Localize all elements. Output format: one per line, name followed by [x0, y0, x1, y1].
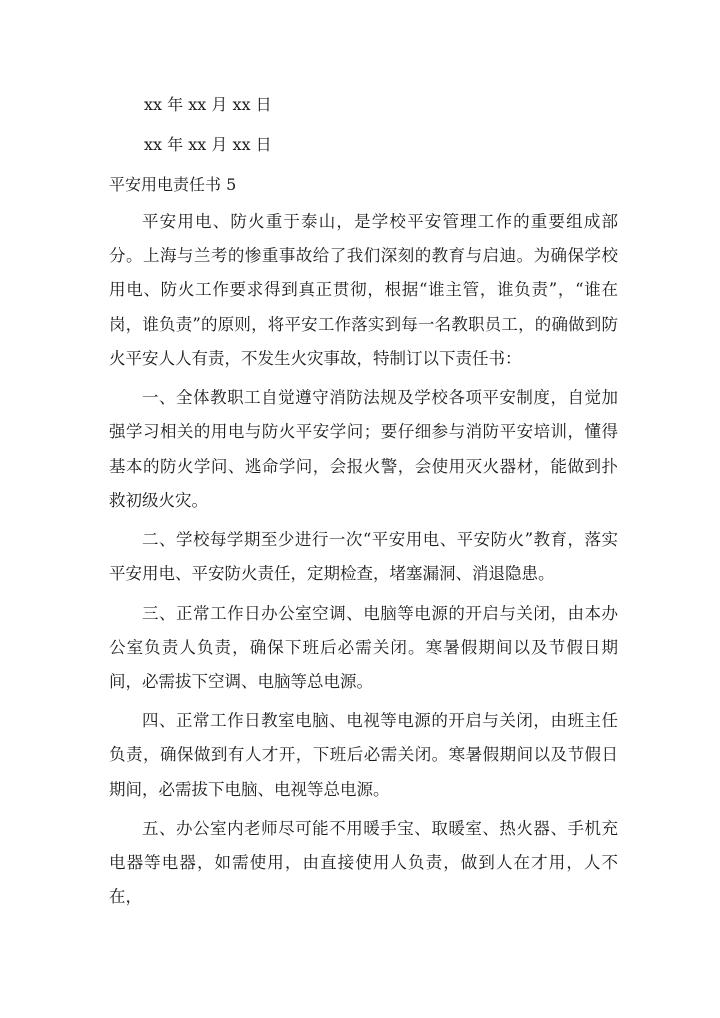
signature-date-1: xx 年 xx 月 xx 日 [144, 95, 272, 114]
paragraph-item-2: 二、学校每学期至少进行一次“平安用电、平安防火”教育，落实平安用电、平安防火责任，定期检查，堵塞漏洞、消退隐患。 [109, 530, 618, 584]
document-title: 平安用电责任书 5 [109, 175, 237, 194]
document-body [109, 205, 618, 920]
paragraph-intro: 平安用电、防火重于泰山，是学校平安管理工作的重要组成部分。上海与兰考的惨重事故给了我们深刻的教育与启迪。为确保学校用电、防火工作要求得到真正贯彻，根据“谁主管，谁负责”，“谁在岗，谁负责”的原则，将平安工作落实到每一名教职员工，的确做到防火平安人人有责，不发生火灾事故，特制订以下责任书： [109, 212, 618, 368]
paragraph-item-3: 三、正常工作日办公室空调、电脑等电源的开启与关闭，由本办公室负责人负责，确保下班后必需关闭。寒暑假期间以及节假日期间，必需拔下空调、电脑等总电源。 [109, 603, 618, 691]
signature-date-2: xx 年 xx 月 xx 日 [144, 135, 272, 154]
paragraph-item-1: 一、全体教职工自觉遵守消防法规及学校各项平安制度，自觉加强学习相关的用电与防火平安学问；要仔细参与消防平安培训，懂得基本的防火学问、逃命学问，会报火警，会使用灭火器材，能做到扑救初级火灾。 [109, 388, 618, 510]
paragraph-item-5: 五、办公室内老师尽可能不用暖手宝、取暖室、热火器、手机充电器等电器，如需使用，由直接使用人负责，做到人在才用，人不在， [109, 818, 618, 907]
paragraph-item-4: 四、正常工作日教室电脑、电视等电源的开启与关闭，由班主任负责，确保做到有人才开，下班后必需关闭。寒暑假期间以及节假日期间，必需拔下电脑、电视等总电源。 [109, 711, 618, 799]
